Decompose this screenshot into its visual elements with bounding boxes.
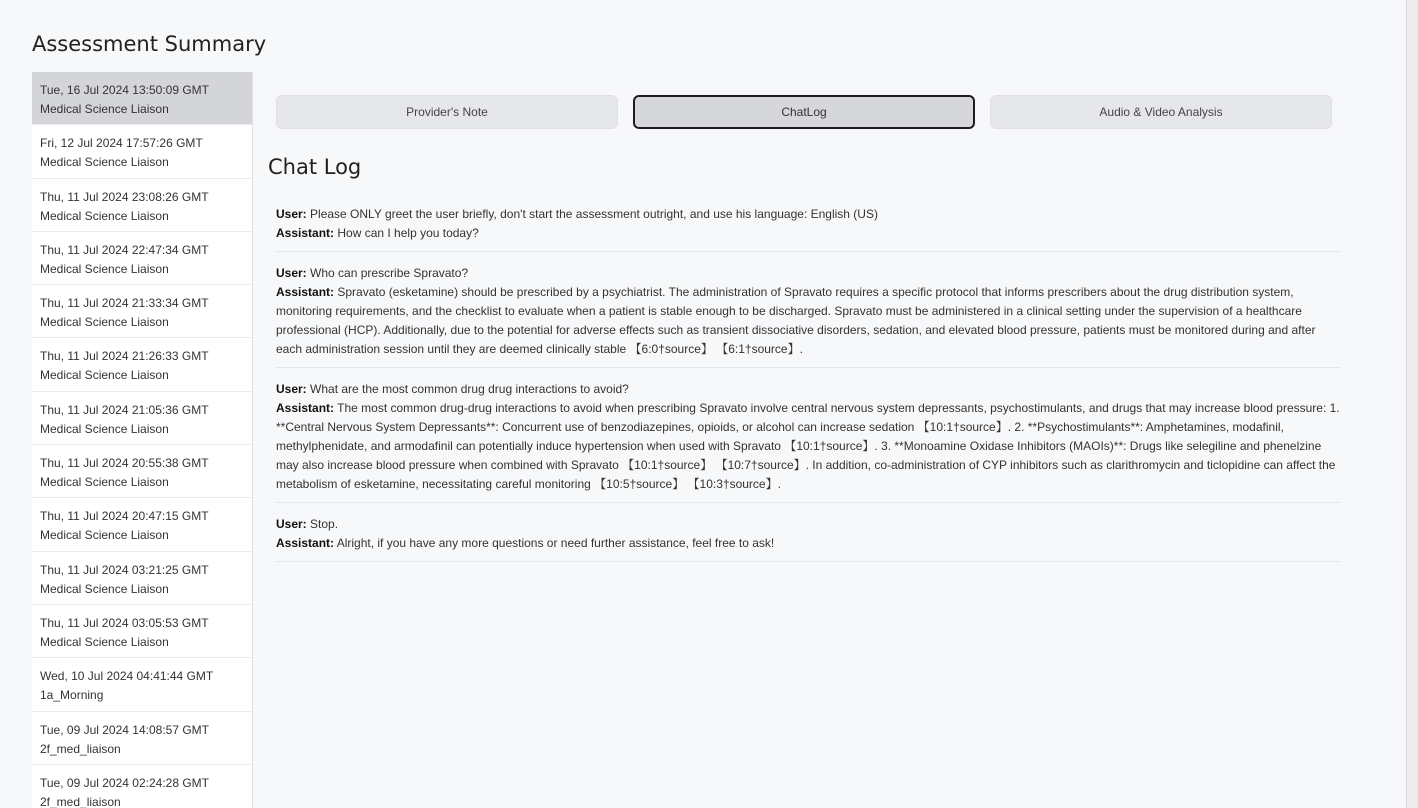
assistant-text: Alright, if you have any more questions or need further assistance, feel free to ask!	[336, 536, 775, 550]
user-message	[276, 264, 1340, 283]
chat-entry	[276, 205, 1340, 252]
user-message	[276, 205, 1340, 224]
session-item[interactable]	[32, 712, 252, 765]
chat-entry	[276, 264, 1340, 368]
window-scrollbar[interactable]	[1406, 0, 1418, 808]
user-message	[276, 515, 1340, 534]
session-date: Thu, 11 Jul 2024 23:08:26 GMT	[40, 189, 209, 204]
session-label: Medical Science Liaison	[40, 528, 169, 543]
session-date: Thu, 11 Jul 2024 22:47:34 GMT	[40, 242, 209, 257]
session-item[interactable]	[32, 658, 252, 711]
user-text: Please ONLY greet the user briefly, don't start the assessment outright, and use his language: English (US)	[310, 207, 878, 221]
session-item[interactable]	[32, 285, 252, 338]
session-item[interactable]	[32, 498, 252, 551]
session-date: Wed, 10 Jul 2024 04:41:44 GMT	[40, 669, 214, 684]
session-date: Thu, 11 Jul 2024 21:05:36 GMT	[40, 402, 209, 417]
session-label: 2f_med_liaison	[40, 741, 121, 756]
session-date: Thu, 11 Jul 2024 20:47:15 GMT	[40, 509, 209, 524]
session-label: 1a_Morning	[40, 688, 104, 703]
session-item[interactable]	[32, 605, 252, 658]
session-label: Medical Science Liaison	[40, 315, 169, 330]
assistant-message	[276, 224, 1340, 243]
assistant-label: Assistant:	[276, 536, 335, 550]
session-label: 2f_med_liaison	[40, 794, 121, 808]
assistant-text: How can I help you today?	[337, 226, 479, 240]
session-item[interactable]	[32, 392, 252, 445]
user-label: User:	[276, 382, 307, 396]
tab-chatlog[interactable]: ChatLog	[633, 95, 975, 129]
session-date: Thu, 11 Jul 2024 20:55:38 GMT	[40, 456, 209, 471]
user-text: Stop.	[310, 517, 339, 531]
user-text: What are the most common drug drug interactions to avoid?	[310, 382, 629, 396]
chat-log-title: Chat Log	[268, 155, 362, 179]
session-label: Medical Science Liaison	[40, 581, 169, 596]
session-label: Medical Science Liaison	[40, 475, 169, 490]
chat-entry	[276, 380, 1340, 503]
session-date: Thu, 11 Jul 2024 03:21:25 GMT	[40, 562, 209, 577]
session-item[interactable]	[32, 765, 252, 808]
session-date: Tue, 16 Jul 2024 13:50:09 GMT	[40, 83, 209, 97]
session-label: Medical Science Liaison	[40, 102, 169, 116]
session-item[interactable]	[32, 125, 252, 178]
assistant-text: Spravato (esketamine) should be prescribed by a psychiatrist. The administration of Spravato requires a specific protocol that informs prescribers about the drug distribution system, monitoring requirements, and the checklist to evaluate when a patient is stable enough to be discharged. Spravato must be administered in a clinical setting under the supervision of a healthcare professional (HCP). Additionally, due to the potential for adverse effects such as transient dissociative disorders, sedation, and elevated blood pressure, patients must be monitored during and after each administration session until they are deemed clinically stable 【6:0†source】 【6:1†source】.	[276, 285, 1316, 356]
session-label: Medical Science Liaison	[40, 421, 169, 436]
session-date: Tue, 09 Jul 2024 02:24:28 GMT	[40, 775, 209, 790]
user-text: Who can prescribe Spravato?	[310, 266, 469, 280]
session-date: Thu, 11 Jul 2024 21:33:34 GMT	[40, 296, 209, 311]
session-list	[32, 72, 253, 808]
session-item[interactable]	[32, 552, 252, 605]
user-label: User:	[276, 266, 307, 280]
view-tabs	[276, 95, 1332, 129]
assistant-label: Assistant:	[276, 401, 335, 415]
session-date: Tue, 09 Jul 2024 14:08:57 GMT	[40, 722, 209, 737]
session-item[interactable]	[32, 338, 252, 391]
session-item[interactable]	[32, 179, 252, 232]
assistant-message	[276, 399, 1340, 494]
session-date: Fri, 12 Jul 2024 17:57:26 GMT	[40, 136, 203, 151]
session-item[interactable]	[32, 232, 252, 285]
session-label: Medical Science Liaison	[40, 634, 169, 649]
session-date: Thu, 11 Jul 2024 21:26:33 GMT	[40, 349, 209, 364]
page-title: Assessment Summary	[32, 32, 267, 56]
session-label: Medical Science Liaison	[40, 368, 169, 383]
session-item[interactable]	[32, 445, 252, 498]
session-label: Medical Science Liaison	[40, 155, 169, 170]
chat-log	[276, 205, 1340, 574]
assistant-label: Assistant:	[276, 226, 335, 240]
assistant-message	[276, 283, 1340, 359]
chat-entry	[276, 515, 1340, 562]
assistant-message	[276, 534, 1340, 553]
tab-providers-note[interactable]: Provider's Note	[276, 95, 618, 129]
tab-audio-video-analysis[interactable]: Audio & Video Analysis	[990, 95, 1332, 129]
user-label: User:	[276, 517, 307, 531]
user-message	[276, 380, 1340, 399]
assistant-label: Assistant:	[276, 285, 335, 299]
assistant-text: The most common drug-drug interactions to avoid when prescribing Spravato involve central nervous system depressants, psychostimulants, and drugs that may increase blood pressure: 1. **Central Nervous System Depressants**: Concurrent use of benzodiazepines, opioids, or alcohol can increase sedation 【10:1†source】. 2. **Psychostimulants**: Amphetamines, modafinil, methylphenidate, and armodafinil can potentially induce hypertension when used with Spravato 【10:1†source】. 3. **Monoamine Oxidase Inhibitors (MAOIs)**: Drugs like selegiline and phenelzine may also increase blood pressure when combined with Spravato 【10:1†source】 【10:7†source】. In addition, co-administration of CYP inhibitors such as clarithromycin and ticlopidine can affect the metabolism of esketamine, necessitating careful monitoring 【10:5†source】 【10:3†source】.	[276, 401, 1340, 491]
session-date: Thu, 11 Jul 2024 03:05:53 GMT	[40, 615, 209, 630]
session-label: Medical Science Liaison	[40, 208, 169, 223]
session-item[interactable]	[32, 72, 252, 125]
user-label: User:	[276, 207, 307, 221]
session-label: Medical Science Liaison	[40, 261, 169, 276]
